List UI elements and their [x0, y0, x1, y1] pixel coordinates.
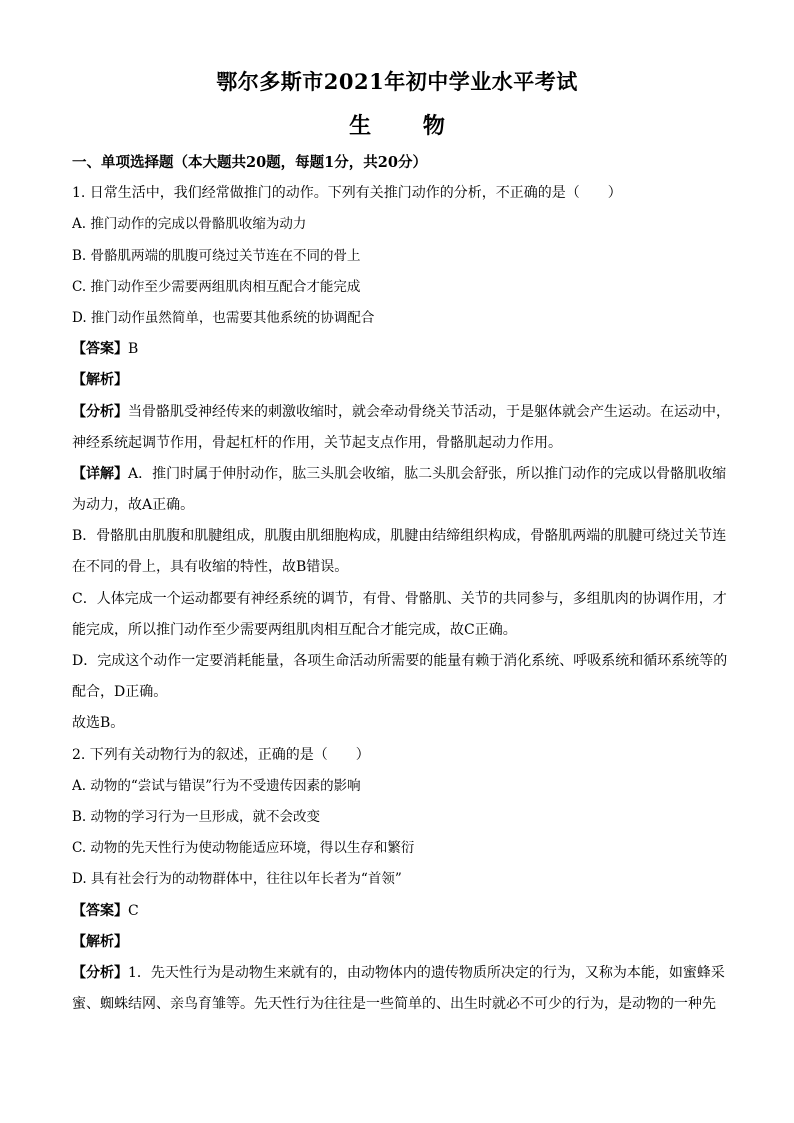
answer-value: C	[128, 902, 139, 919]
q1-analysis-tag: 【解析】	[72, 372, 128, 389]
q2-option-c: C. 动物的先天性行为使动物能适应环境，得以生存和繁衍	[72, 840, 415, 857]
detail-tag: 【详解】	[72, 465, 128, 482]
question-1-stem: 1. 日常生活中，我们经常做推门的动作。下列有关推门动作的分析，不正确的是（ ）	[72, 185, 622, 202]
q1-detail-line-5: C．人体完成一个运动都要有神经系统的调节，有骨、骨骼肌、关节的共同参与，多组肌肉的协调作用，才	[72, 590, 727, 607]
section-heading: 一、单项选择题（本大题共20题，每题1分，共20分）	[72, 154, 427, 171]
q1-fenxi-line-1	[72, 397, 732, 428]
q1-option-c: C. 推门动作至少需要两组肌肉相互配合才能完成	[72, 278, 361, 295]
q1-detail-line-3: B．骨骼肌由肌腹和肌腱组成，肌腹由肌细胞构成，肌腱由结缔组织构成，骨骼肌两端的肌腱可绕过关节连	[72, 528, 727, 545]
detail-text: A．推门时属于伸肘动作，肱三头肌会收缩，肱二头肌会舒张，所以推门动作的完成以骨骼肌收缩	[128, 465, 727, 482]
q1-detail-line-2: 为动力，故A正确。	[72, 497, 195, 514]
q1-detail-line-1	[72, 459, 732, 490]
exam-title: 鄂尔多斯市2021年初中学业水平考试	[216, 69, 578, 94]
fenxi-tag: 【分析】	[72, 964, 128, 981]
q1-option-b: B. 骨骼肌两端的肌腹可绕过关节连在不同的骨上	[72, 247, 361, 264]
q1-option-d: D. 推门动作虽然简单，也需要其他系统的协调配合	[72, 309, 375, 326]
question-2-stem: 2. 下列有关动物行为的叙述，正确的是（ ）	[72, 746, 370, 763]
fenxi-text: 1．先天性行为是动物生来就有的，由动物体内的遗传物质所决定的行为，又称为本能，如蜜蜂采	[128, 964, 725, 981]
fenxi-tag: 【分析】	[72, 403, 128, 420]
q1-detail-line-6: 能完成，所以推门动作至少需要两组肌肉相互配合才能完成，故C正确。	[72, 621, 517, 638]
q2-fenxi-line-2: 蜜、蜘蛛结网、亲鸟育雏等。先天性行为往往是一些简单的、出生时就必不可少的行为，是动物的一种先	[72, 996, 716, 1013]
q1-detail-line-7: D．完成这个动作一定要消耗能量，各项生命活动所需要的能量有赖于消化系统、呼吸系统和循环系统等的	[72, 653, 728, 669]
answer-tag: 【答案】	[72, 902, 128, 919]
answer-value: B	[128, 341, 139, 358]
fenxi-text: 当骨骼肌受神经传来的刺激收缩时，就会牵动骨绕关节活动，于是躯体就会产生运动。在运动中，	[128, 403, 730, 420]
answer-tag: 【答案】	[72, 341, 128, 358]
q2-option-d: D. 具有社会行为的动物群体中，往往以年长者为“首领”	[72, 871, 402, 888]
exam-body	[72, 147, 732, 1020]
q1-answer	[72, 334, 732, 365]
q2-option-b: B. 动物的学习行为一旦形成，就不会改变	[72, 808, 321, 825]
q1-option-a: A. 推门动作的完成以骨骼肌收缩为动力	[72, 216, 307, 233]
q2-fenxi-line-1	[72, 958, 732, 989]
q1-fenxi-line-2: 神经系统起调节作用，骨起杠杆的作用，关节起支点作用，骨骼肌起动力作用。	[72, 434, 562, 451]
q1-detail-line-8: 配合，D正确。	[72, 684, 168, 701]
q2-option-a: A. 动物的“尝试与错误”行为不受遗传因素的影响	[72, 777, 361, 794]
q2-answer	[72, 896, 732, 927]
q1-detail-line-4: 在不同的骨上，具有收缩的特性，故B错误。	[72, 559, 349, 576]
subject-title: 生 物	[349, 113, 467, 139]
q2-analysis-tag: 【解析】	[72, 933, 128, 950]
q1-conclusion: 故选B。	[72, 715, 125, 732]
